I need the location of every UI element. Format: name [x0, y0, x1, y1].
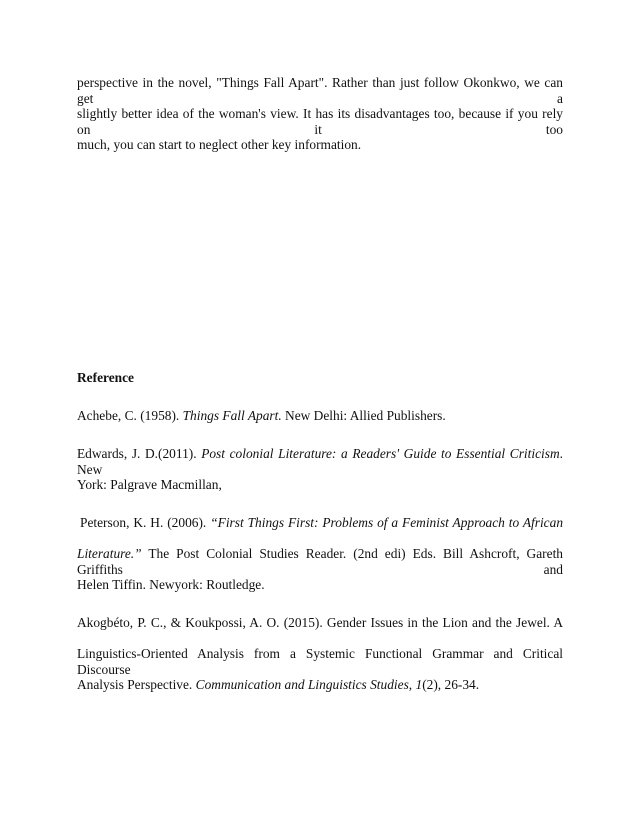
reference-peterson-title: “First Things First: Problems of a Feminist Approach to African	[210, 515, 564, 530]
reference-achebe	[77, 408, 563, 424]
reference-peterson-title-end: Literature.”	[77, 546, 142, 561]
body-line-2: slightly better idea of the woman's view. It has its disadvantages too, because if you rely on it too	[77, 106, 563, 137]
reference-peterson-prefix: Peterson, K. H. (2006).	[80, 515, 211, 530]
body-line-1: perspective in the novel, "Things Fall Apart". Rather than just follow Okonkwo, we can get a	[77, 75, 563, 106]
reference-akogbeto-line-2: Linguistics-Oriented Analysis from a Systemic Functional Grammar and Critical Discourse	[77, 646, 563, 677]
reference-peterson-details: The Post Colonial Studies Reader. (2nd edi) Eds. Bill Ashcroft, Gareth Griffiths and	[77, 546, 563, 577]
reference-akogbeto-prefix: Analysis Perspective.	[77, 677, 196, 692]
reference-peterson-line-2	[77, 546, 563, 578]
reference-heading: Reference	[77, 370, 134, 385]
reference-peterson-line-3: Helen Tiffin. Newyork: Routledge.	[77, 577, 265, 592]
reference-akogbeto-sep: ,	[408, 677, 416, 692]
reference-akogbeto-pages: (2), 26-34.	[422, 677, 480, 692]
reference-akogbeto-line-3	[77, 677, 563, 693]
reference-edwards-line-2: York: Palgrave Macmillan,	[77, 477, 222, 492]
reference-akogbeto-volume: 1	[415, 677, 423, 692]
body-line-3: much, you can start to neglect other key information.	[77, 137, 362, 152]
reference-achebe-title: Things Fall Apart.	[182, 408, 282, 423]
reference-edwards-suffix: . New	[77, 446, 563, 477]
reference-edwards-prefix: Edwards, J. D.(2011).	[77, 446, 202, 461]
reference-achebe-suffix: New Delhi: Allied Publishers.	[281, 408, 446, 423]
reference-peterson-line-1	[80, 515, 563, 531]
reference-achebe-prefix: Achebe, C. (1958).	[77, 408, 183, 423]
reference-edwards-title: Post colonial Literature: a Readers' Guide to Essential Criticism	[201, 446, 560, 461]
reference-edwards-line-1	[77, 446, 563, 478]
reference-akogbeto-line-1: Akogbéto, P. C., & Koukpossi, A. O. (2015). Gender Issues in the Lion and the Jewel. A	[77, 615, 563, 630]
reference-akogbeto-journal: Communication and Linguistics Studies	[195, 677, 409, 692]
